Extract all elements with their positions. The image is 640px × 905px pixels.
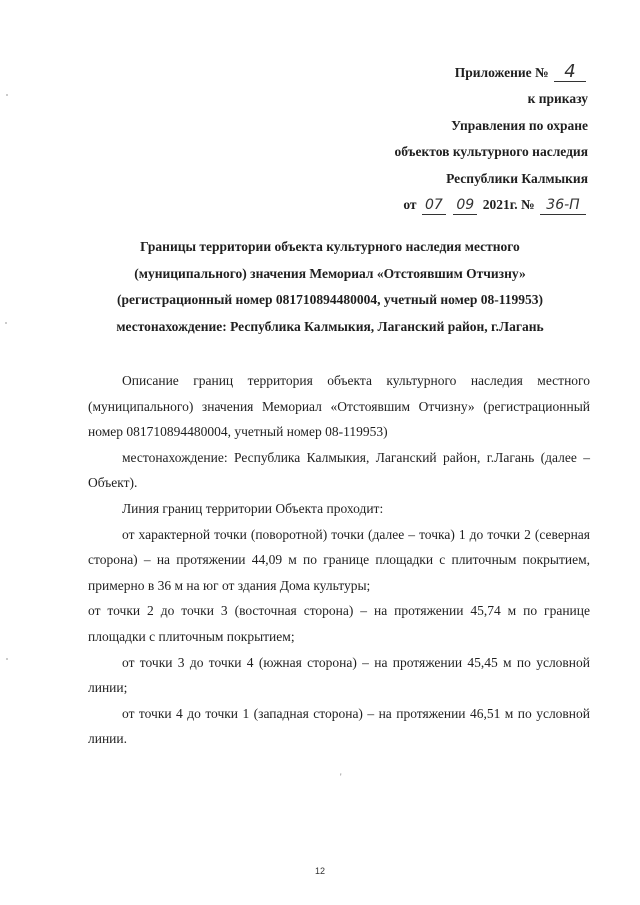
title-line-3: (регистрационный номер 081710894480004, учетный номер 08-119953) — [117, 292, 543, 307]
date-day: 07 — [422, 196, 446, 215]
title-line-2: (муниципального) значения Мемориал «Отстоявшим Отчизну» — [134, 265, 526, 281]
page-number: 12 — [314, 866, 325, 876]
scan-mark: ' — [340, 772, 342, 782]
scan-speck — [6, 94, 8, 96]
appendix-line-4: объектов культурного наследия — [394, 144, 588, 160]
appendix-date-line — [258, 192, 588, 218]
paragraph-location: местонахождение: Республика Калмыкия, Лаганский район, г.Лагань (далее – Объект). — [88, 449, 590, 491]
date-month: 09 — [453, 196, 477, 215]
order-number: 36-П — [540, 196, 586, 215]
title-line-1: Границы территории объекта культурного наследия местного — [140, 239, 520, 254]
paragraph-segment-2-3: от точки 2 до точки 3 (восточная сторона) – на протяжении 45,74 м по границе площадки с плиточным покрытием; — [88, 603, 590, 644]
scan-speck — [5, 322, 7, 324]
appendix-number: 4 — [554, 63, 586, 82]
document-title — [70, 234, 590, 340]
appendix-line-2: к приказу — [527, 91, 588, 107]
appendix-line-3: Управления по охране — [451, 117, 588, 133]
document-body — [88, 368, 590, 752]
paragraph-segment-1-2: от характерной точки (поворотной) точки (далее – точка) 1 до точки 2 (северная сторона) – на протяжении 44,09 м по границе площадки с плиточным покрытием, примерно в 36 м на юг от здания Дома культуры; — [88, 526, 590, 593]
date-prefix: от — [403, 197, 417, 213]
title-line-4: местонахождение: Республика Калмыкия, Лаганский район, г.Лагань — [116, 318, 544, 334]
appendix-header — [258, 60, 588, 218]
paragraph-segment-4-1: от точки 4 до точки 1 (западная сторона) – на протяжении 46,51 м по условной линии. — [88, 705, 590, 747]
scan-speck — [6, 658, 8, 660]
paragraph-boundary-intro: Линия границ территории Объекта проходит: — [122, 500, 384, 516]
date-year: 2021г. № — [482, 197, 535, 213]
appendix-line-1 — [258, 60, 588, 86]
appendix-label: Приложение № — [454, 65, 549, 80]
paragraph-description: Описание границ территория объекта культурного наследия местного (муниципального) значения Мемориал «Отстоявшим Отчизну» (регистрационный номер 081710894480004, учетный номер 08-119953) — [88, 373, 590, 440]
paragraph-segment-3-4: от точки 3 до точки 4 (южная сторона) – на протяжении 45,45 м по условной линии; — [88, 654, 590, 696]
appendix-line-5: Республики Калмыкия — [446, 170, 588, 186]
